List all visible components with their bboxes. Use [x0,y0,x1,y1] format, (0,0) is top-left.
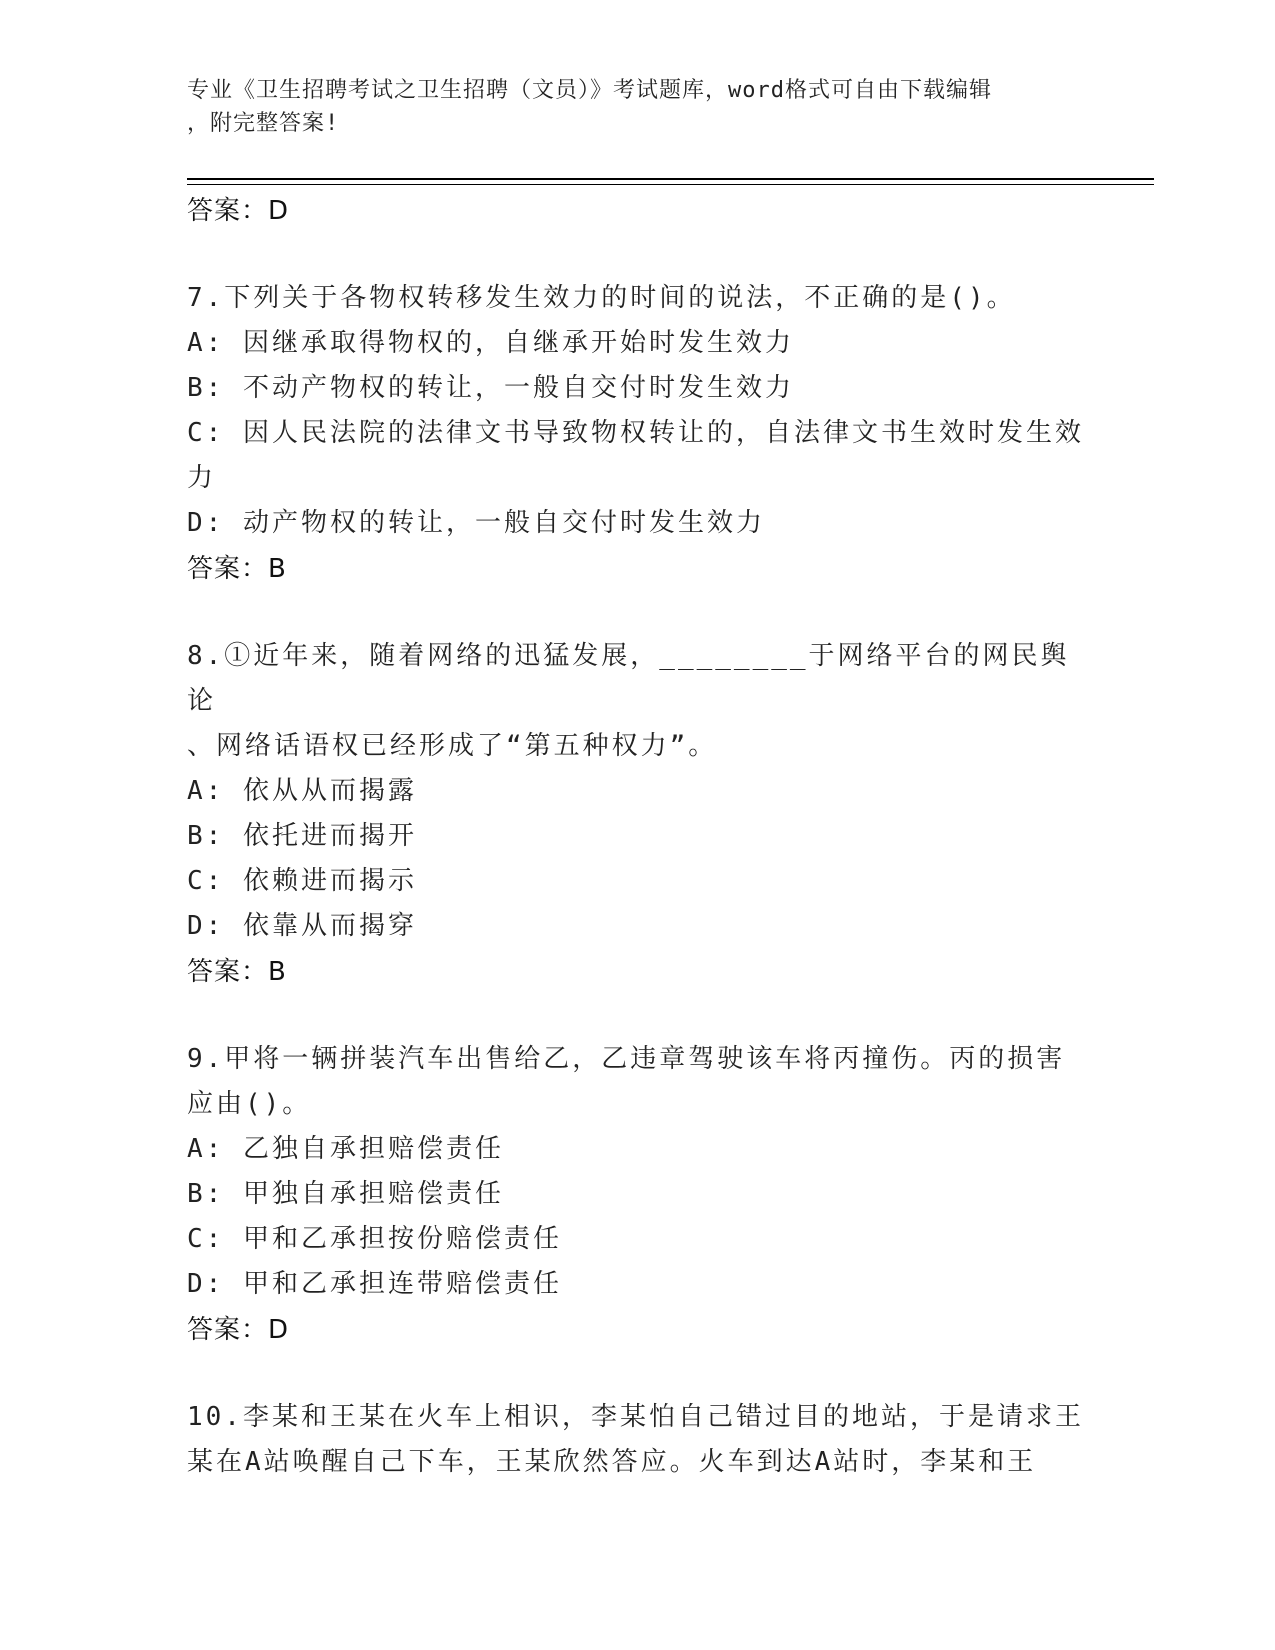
question-stem: 10.李某和王某在火车上相识，李某怕自己错过目的地站，于是请求王 [187,1402,1084,1432]
option-b: B: 依托进而揭开 [187,821,417,851]
question-stem-continued: 应由()。 [187,1089,312,1119]
question-8 [187,634,1087,995]
question-stem-continued: 某在A站唤醒自己下车，王某欣然答应。火车到达A站时，李某和王 [187,1447,1037,1477]
option-c: C: 因人民法院的法律文书导致物权转让的，自法律文书生效时发生效 [187,418,1084,448]
option-a: A: 乙独自承担赔偿责任 [187,1134,504,1164]
question-7 [187,276,1087,592]
option-d: D: 甲和乙承担连带赔偿责任 [187,1269,562,1299]
answer: 答案：D [187,1315,290,1345]
answer: 答案：B [187,554,287,584]
question-10 [187,1395,1087,1485]
option-d: D: 动产物权的转让，一般自交付时发生效力 [187,508,765,538]
answer-q6: 答案：D [187,196,290,226]
option-d: D: 依靠从而揭穿 [187,911,417,941]
exam-content [187,188,1087,1485]
header-rule-thin [187,184,1154,185]
question-stem-continued: 、网络话语权已经形成了“第五种权力”。 [187,731,718,761]
answer: 答案：B [187,957,287,987]
option-a: A: 依从从而揭露 [187,776,417,806]
question-9 [187,1037,1087,1353]
question-stem: 8.①近年来，随着网络的迅猛发展，________于网络平台的网民舆论 [187,641,1070,716]
header-line-2: ，附完整答案! [187,111,340,136]
option-a: A: 因继承取得物权的，自继承开始时发生效力 [187,328,794,358]
option-b: B: 不动产物权的转让，一般自交付时发生效力 [187,373,794,403]
option-c: C: 甲和乙承担按份赔偿责任 [187,1224,562,1254]
question-stem: 7.下列关于各物权转移发生效力的时间的说法，不正确的是()。 [187,283,1016,313]
option-c: C: 依赖进而揭示 [187,866,417,896]
header-line-1: 专业《卫生招聘考试之卫生招聘（文员）》考试题库，word格式可自由下载编辑 [187,78,992,103]
page-header [187,74,1087,140]
option-c-continued: 力 [187,463,217,493]
question-stem: 9.甲将一辆拼装汽车出售给乙，乙违章驾驶该车将丙撞伤。丙的损害 [187,1044,1066,1074]
header-rule-thick [187,178,1154,180]
option-b: B: 甲独自承担赔偿责任 [187,1179,504,1209]
